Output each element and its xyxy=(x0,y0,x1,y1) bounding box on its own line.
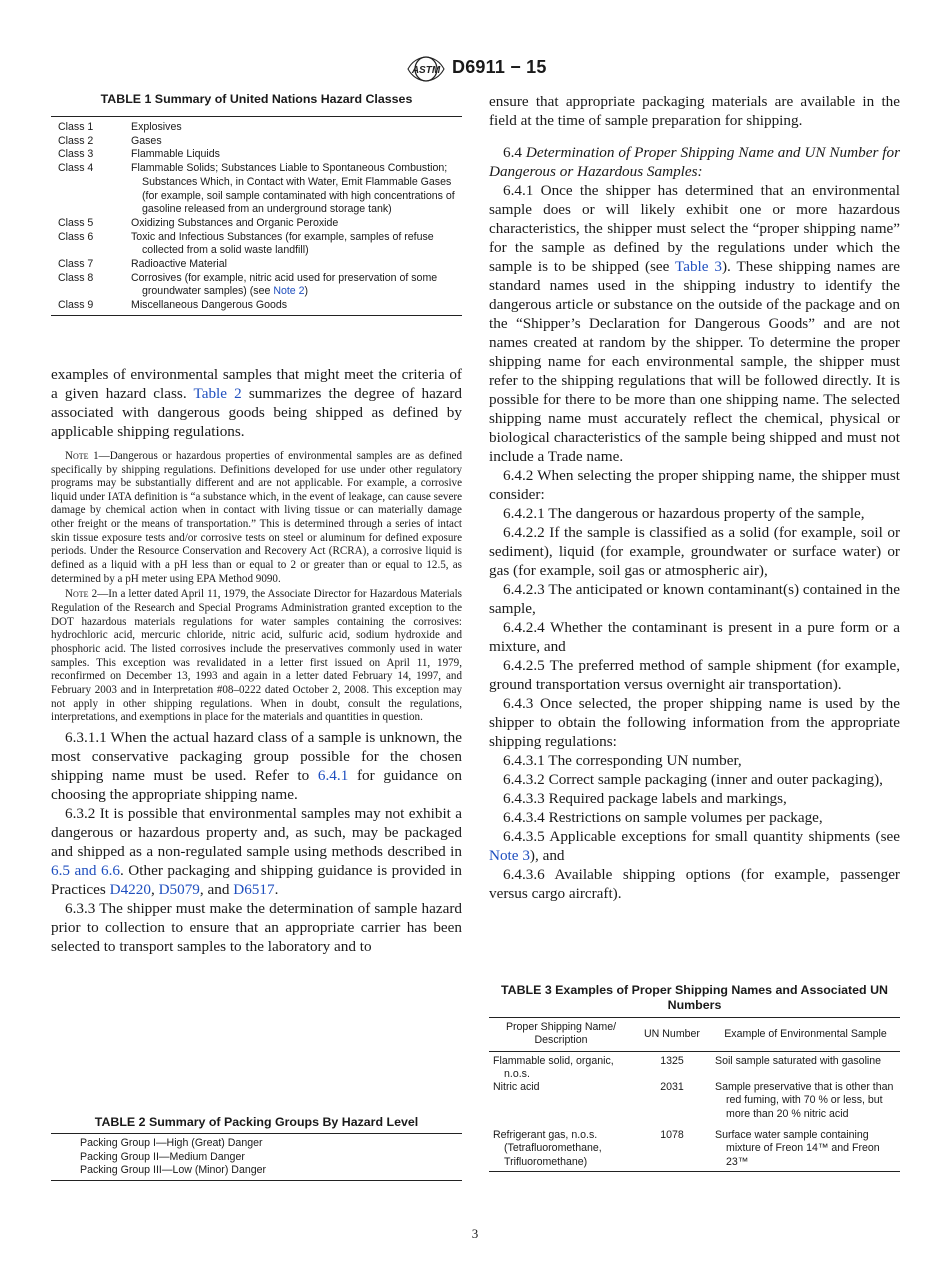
table-row: Flammable solid, organic, n.o.s. 1325 Soil sample saturated with gasoline xyxy=(493,1054,882,1080)
astm-logo-icon xyxy=(406,56,446,82)
paragraph-6-4-3-6: 6.4.3.6 Available shipping options (for example, passenger versus cargo aircraft). xyxy=(489,866,900,902)
page-number: 3 xyxy=(471,1226,479,1241)
table-row xyxy=(51,135,462,149)
paragraph-6-3-3: 6.3.3 The shipper must make the determination of sample hazard prior to collection to ensure that an appropriate carrier has been selected to transport samples to the laboratory and to xyxy=(51,899,462,955)
note3-link[interactable]: Note 3 xyxy=(489,847,530,864)
logo-text: ASTM xyxy=(411,65,441,76)
paragraph-6-4-3-1: 6.4.3.1 The corresponding UN number, xyxy=(503,752,742,769)
description-cell: Corrosives (for example, nitric acid used for preservation of some groundwater samples) (see Note 2) xyxy=(131,271,438,298)
table-row: Packing Group II—Medium Danger xyxy=(80,1150,245,1163)
d6517-link[interactable]: D6517 xyxy=(233,880,275,898)
paragraph-6-3-1-1: 6.3.1.1 When the actual hazard class of a sample is unknown, the most conservative packaging group possible for the chosen shipping name must be used. Refer to 6.4.1 for guidance on choosing the appropriate shipping name. xyxy=(51,728,462,803)
paragraph-6-4-2-3: 6.4.2.3 The anticipated or known contaminant(s) contained in the sample, xyxy=(489,581,900,617)
section-6-4-1-link[interactable]: 6.4.1 xyxy=(317,766,349,784)
class-cell: Class 9 xyxy=(58,299,94,312)
paragraph-6-4-3-5: 6.4.3.5 Applicable exceptions for small quantity shipments (see Note 3), and xyxy=(489,828,900,864)
table-row xyxy=(51,258,462,272)
description-cell: Gases xyxy=(131,134,162,147)
class-cell: Class 2 xyxy=(58,134,94,147)
table2-bottom-rule xyxy=(51,1180,462,1181)
table-row: Packing Group I—High (Great) Danger xyxy=(80,1137,263,1149)
note-1: Note 1—Dangerous or hazardous properties of environmental samples are as defined specifically by shipping regulations. Definitions developed for use under other regulatory programs may be substantially different and are not applicable. For example, a corrosive liquid under IATA definition is “a substance which, in the event of leakage, can cause severe damage by chemical action when in contact with living tissue or can materially damage other freight or the means of transportation.” This is determined through a series of intact skin tissue exposure tests and/or corrosive tests on steel or aluminum for defined exposure periods. Under the Resource Conservation and Recovery Act (RCRA), a corrosive liquid is defined as a liquid with a pH less than or equal to 2 or greater than or equal to 12.5, as determined by a pH meter using EPA Method 9090. xyxy=(51,449,462,585)
table1-top-rule xyxy=(51,116,462,117)
table-header-row xyxy=(489,1018,900,1051)
d5079-link[interactable]: D5079 xyxy=(158,880,200,898)
class-cell: Class 4 xyxy=(58,162,94,175)
paragraph-continued: ensure that appropriate packaging materials are available in the field at the time of sample preparation for shipping. xyxy=(489,93,900,129)
note-2: Note 2—In a letter dated April 11, 1979, the Associate Director for Hazardous Materials Regulation of the Research and Special Programs Administration granted exception to the DOT hazardous materials regulations for water samples containing the corrosives: hydrochloric acid, mercuric chloride, nitric acid, sulfuric acid, sodium hydroxide and phosphoric acid. The listed corrosives include the preservatives commonly used in water samples. This exception was revalidated in a letter first issued on April 11, 1979, reconfirmed on December 13, 1993 and again in a letter dated February 14, 1997, and February 2003 and in Interpretation #08–0222 dated October 2, 2008. This exception may not apply in other shipping regulations. When in doubt, consult the regulations, interpretations, and exemptions in place for the materials and quantities in question. xyxy=(51,588,462,724)
column-header: Example of Environmental Sample xyxy=(724,1027,887,1040)
right-body xyxy=(489,92,900,903)
description-cell: Oxidizing Substances and Organic Peroxide xyxy=(131,216,339,229)
notes xyxy=(51,450,462,725)
table-row xyxy=(51,231,462,258)
d4220-link[interactable]: D4220 xyxy=(109,880,151,898)
table-row xyxy=(51,119,462,135)
table-row: Refrigerant gas, n.o.s. (Tetrafluoromethane, Trifluoromethane) 1078 Surface water sample containing mixture of Freon 14™ and Freon 23™ xyxy=(493,1129,880,1168)
table2 xyxy=(51,1134,462,1180)
column-header: Proper Shipping Name/ Description xyxy=(505,1021,617,1047)
class-cell: Class 3 xyxy=(58,148,94,161)
left-body xyxy=(51,365,462,441)
description-cell: Flammable Solids; Substances Liable to Spontaneous Combustion; Substances Which, in Contact with Water, Emit Flammable Gases (for example, soil sample contaminated with high concentrations of gasoline released from an underground storage tank) xyxy=(131,162,455,216)
paragraph-6-4-2-2: 6.4.2.2 If the sample is classified as a solid (for example, soil or sediment), liquid (for example, groundwater or surface water) or gas (for example, soil gas or atmospheric air), xyxy=(489,524,900,579)
paragraph-6-4-3-4: 6.4.3.4 Restrictions on sample volumes per package, xyxy=(503,809,823,826)
class-cell: Class 1 xyxy=(58,121,94,133)
paragraph-6-4-2-5: 6.4.2.5 The preferred method of sample shipment (for example, ground transportation versus overnight air transportation). xyxy=(489,657,900,693)
table-row: Packing Group III—Low (Minor) Danger xyxy=(80,1164,267,1176)
table3-bottom-rule xyxy=(489,1171,900,1172)
class-cell: Class 7 xyxy=(58,258,94,271)
right-column xyxy=(489,92,900,903)
note2-link[interactable]: Note 2 xyxy=(273,285,305,298)
table3-caption: TABLE 3 Examples of Proper Shipping Names and Associated UN Numbers xyxy=(501,983,888,1012)
table3 xyxy=(489,1018,900,1171)
class-cell: Class 8 xyxy=(58,271,94,284)
table3-link[interactable]: Table 3 xyxy=(675,258,722,275)
paragraph-6-4-3-3: 6.4.3.3 Required package labels and markings, xyxy=(503,790,787,807)
table1-caption: TABLE 1 Summary of United Nations Hazard Classes xyxy=(100,92,413,106)
page-header xyxy=(0,56,950,86)
table2-block xyxy=(51,1115,462,1181)
table-row xyxy=(51,272,462,299)
paragraph-6-4-3: 6.4.3 Once selected, the proper shipping name is used by the shipper to obtain the following information from the appropriate shipping regulations: xyxy=(489,695,900,750)
table3-block xyxy=(489,983,900,1172)
description-cell: Toxic and Infectious Substances (for example, samples of refuse collected from a solid waste landfill) xyxy=(131,230,434,257)
table2-caption: TABLE 2 Summary of Packing Groups By Hazard Level xyxy=(94,1115,419,1129)
paragraph-6-4-2-1: 6.4.2.1 The dangerous or hazardous property of the sample, xyxy=(503,505,865,522)
class-cell: Class 6 xyxy=(58,230,94,243)
table1 xyxy=(51,119,462,315)
paragraph-6-4-2-4: 6.4.2.4 Whether the contaminant is present in a pure form or a mixture, and xyxy=(489,619,900,655)
table1-bottom-rule xyxy=(51,315,462,316)
table-row xyxy=(51,162,462,217)
table2-link[interactable]: Table 2 xyxy=(193,384,242,402)
paragraph: examples of environmental samples that might meet the criteria of a given hazard class. Table 2 summarizes the degree of hazard associated with dangerous goods being shipped as defined by applicable shipping regulations. xyxy=(51,365,463,440)
table-row: Nitric acid 2031 Sample preservative that is other than red fuming, with 70 % or less, but more than 20 % nitric acid xyxy=(493,1081,894,1120)
table-row xyxy=(51,217,462,231)
description-cell: Radioactive Material xyxy=(131,258,227,271)
document-designation: D6911 − 15 xyxy=(452,57,547,77)
section-6-4-heading: 6.4 Determination of Proper Shipping Name and UN Number for Dangerous or Hazardous Samples: xyxy=(489,144,901,180)
paragraph-6-3-2: 6.3.2 It is possible that environmental samples may not exhibit a dangerous or hazardous property and, as such, may be packaged and shipped as a non-regulated sample using methods described in 6.5 and 6.6. Other packaging and shipping guidance is provided in Practices D4220, D5079, and D6517. xyxy=(51,804,462,898)
description-cell: Explosives xyxy=(131,121,182,133)
sections-6-5-6-6-link[interactable]: 6.5 and 6.6 xyxy=(51,861,120,879)
class-cell: Class 5 xyxy=(58,216,94,229)
description-cell: Miscellaneous Dangerous Goods xyxy=(131,299,288,312)
paragraph-6-4-3-2: 6.4.3.2 Correct sample packaging (inner and outer packaging), xyxy=(503,771,883,788)
column-header: UN Number xyxy=(644,1027,700,1040)
left-column xyxy=(51,92,462,956)
paragraph-6-4-2: 6.4.2 When selecting the proper shipping name, the shipper must consider: xyxy=(489,467,900,503)
table-row xyxy=(51,299,462,315)
left-body-continued xyxy=(51,728,462,956)
paragraph-6-4-1: 6.4.1 Once the shipper has determined that an environmental sample does or will likely exhibit one or more hazardous characteristics, the shipper must select the “proper shipping name” for the sample as defined by the regulations under which the sample is to be shipped (see Table 3). These shipping names are standard names used in the shipping industry to identify the dangerous article or substance on the outside of the package and on the “Shipper’s Declaration for Dangerous Goods” and are not names created at random by the shipper. To determine the proper shipping name for each environmental sample, the shipper must refer to the shipping regulations that will be followed directly. It is possible for there to be more than one shipping name. The selected shipping name must accurately reflect the chemical, physical or biological characteristics of the sample being shipped and must not include a Trade name. xyxy=(489,182,901,465)
table-row xyxy=(51,148,462,162)
description-cell: Flammable Liquids xyxy=(131,148,220,161)
